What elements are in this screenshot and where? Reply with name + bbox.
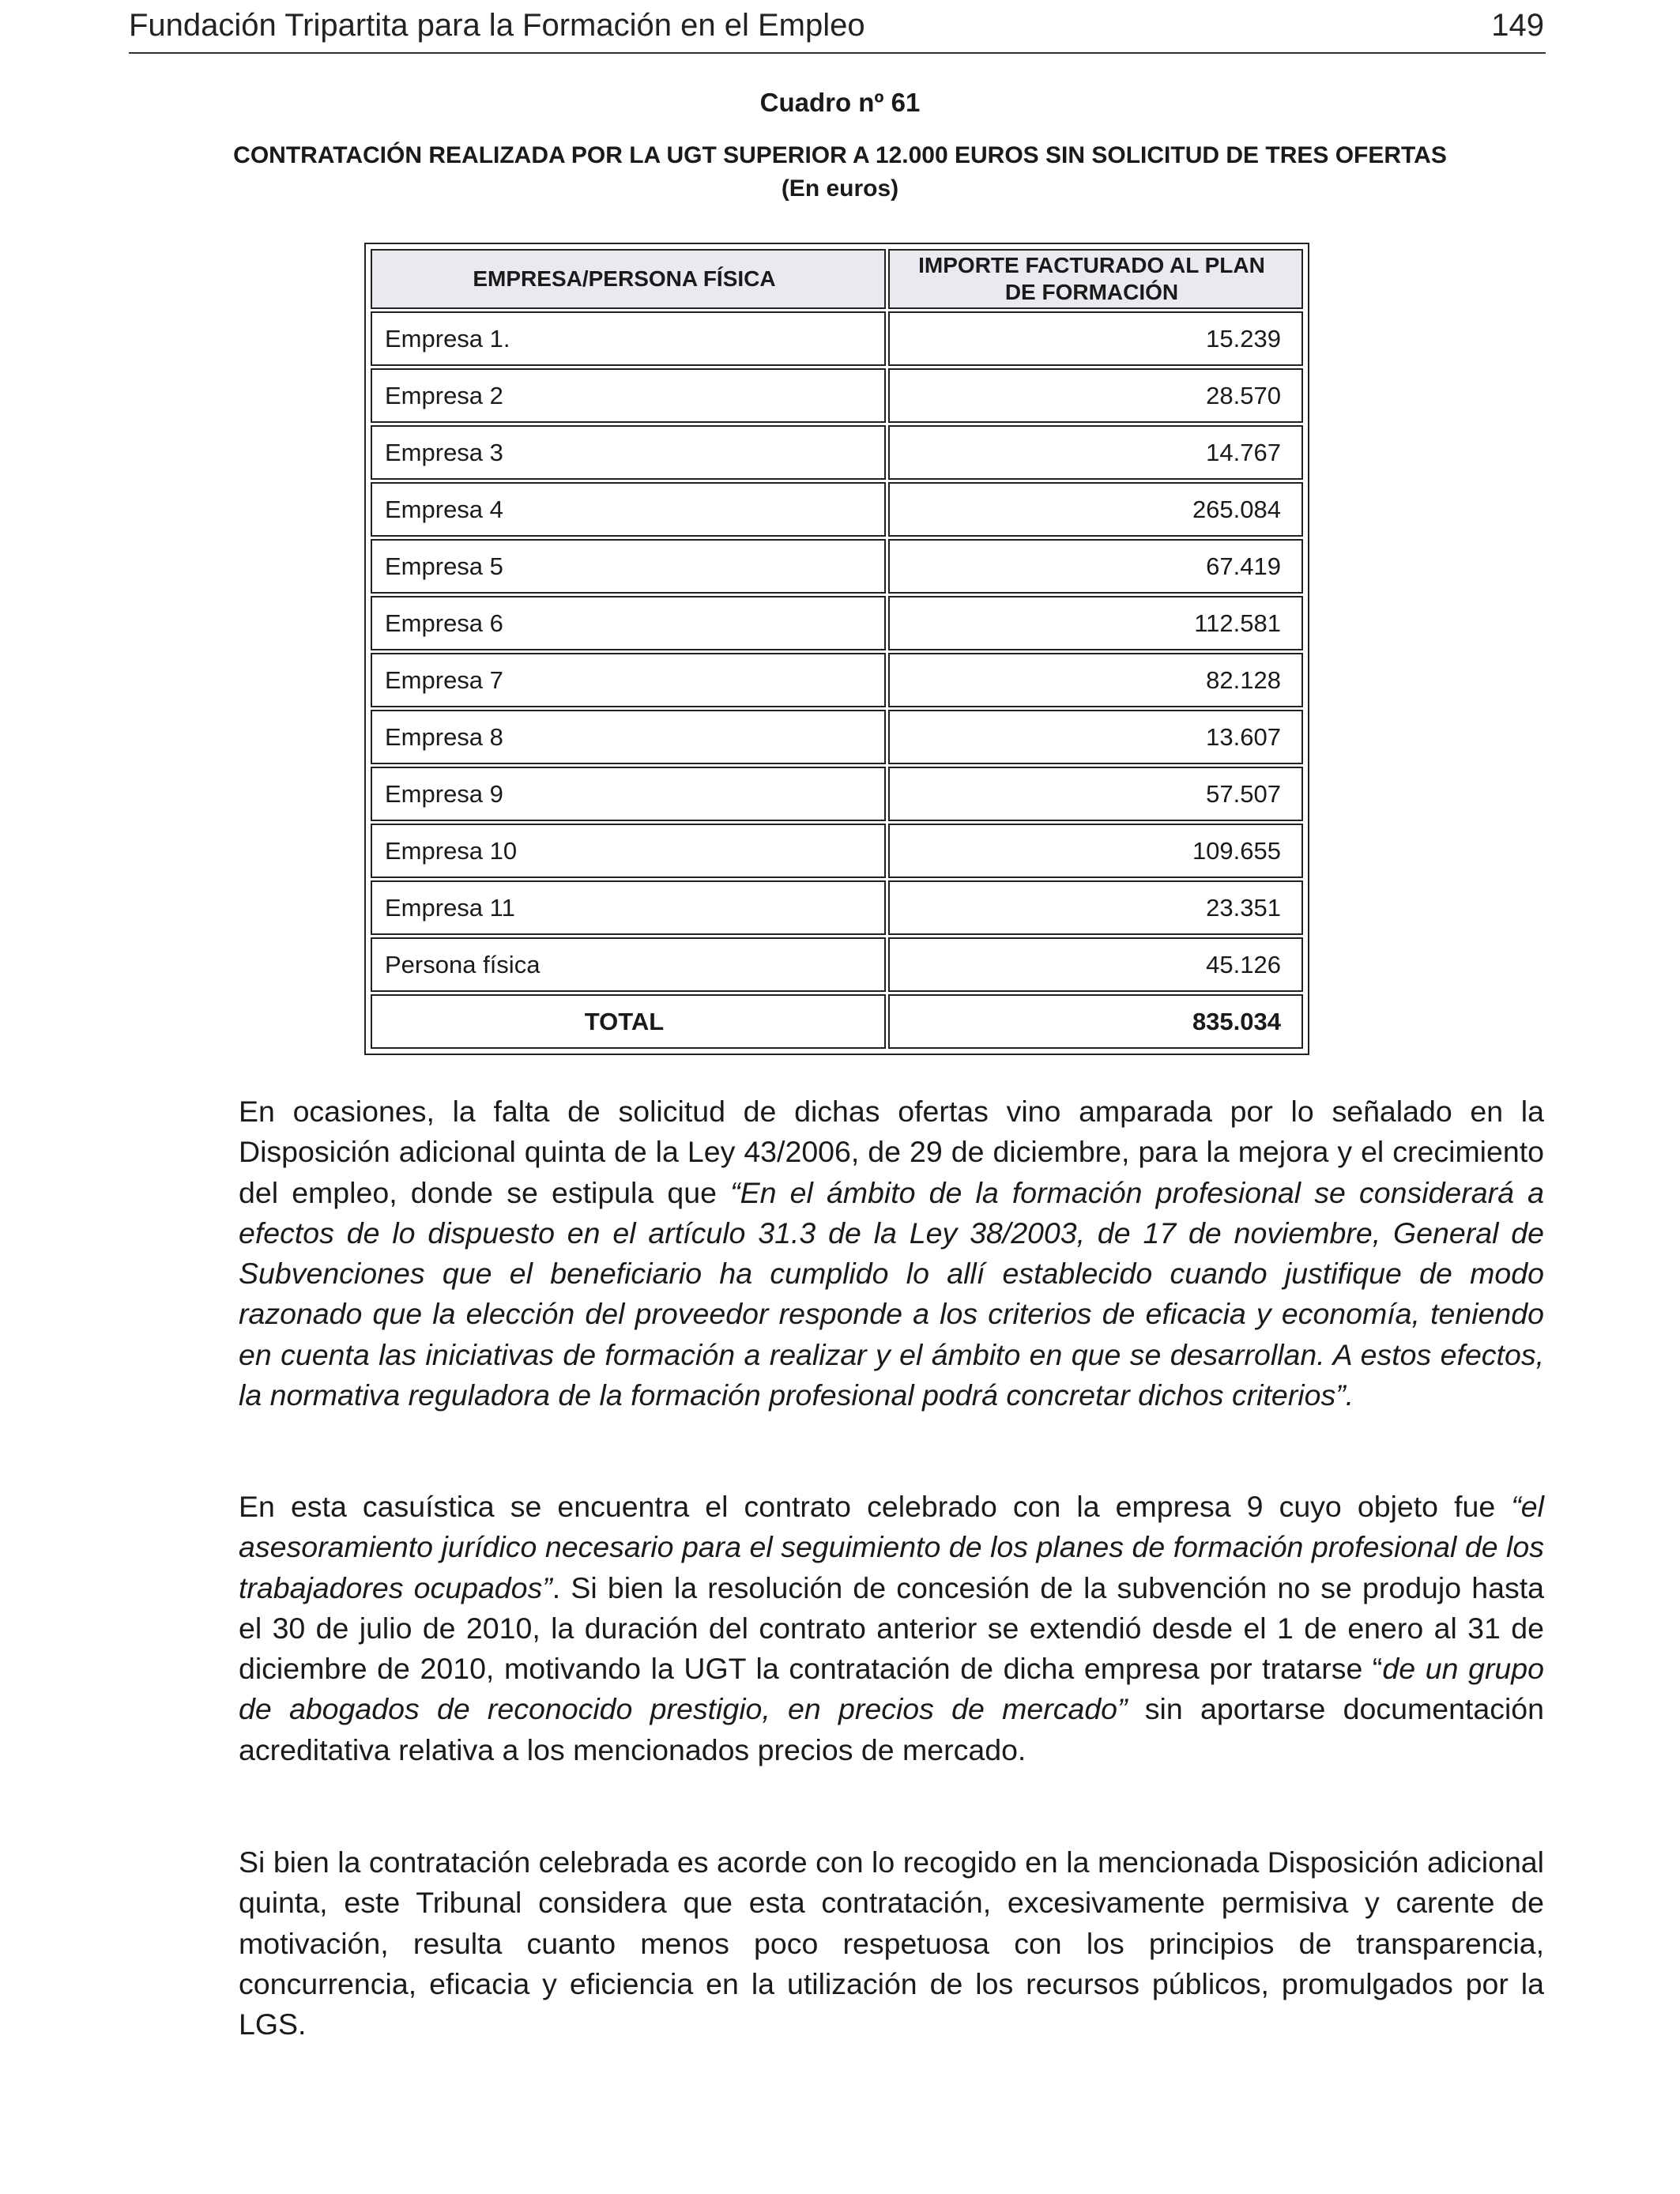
amount-value: 82.128 [888, 653, 1303, 707]
company-name: Empresa 8 [371, 710, 886, 764]
column-header-company: EMPRESA/PERSONA FÍSICA [371, 249, 886, 309]
table-row [371, 880, 1303, 935]
table-row [371, 368, 1303, 423]
company-name: Empresa 4 [371, 482, 886, 537]
table-row [371, 482, 1303, 537]
company-name: Empresa 3 [371, 425, 886, 480]
paragraph-2-quote-a: “el asesoramiento jurídico necesario para el seguimiento de los planes de formación profesional de los trabajadores ocupados” [239, 1490, 1544, 1604]
company-name: Persona física [371, 937, 886, 992]
table-header-row [371, 249, 1303, 309]
amount-value: 13.607 [888, 710, 1303, 764]
table-title: CONTRATACIÓN REALIZADA POR LA UGT SUPERIOR A 12.000 EUROS SIN SOLICITUD DE TRES OFERTAS [233, 142, 1447, 168]
amount-value: 28.570 [888, 368, 1303, 423]
paragraph-2-text-a: En esta casuística se encuentra el contrato celebrado con la empresa 9 cuyo objeto fue [239, 1490, 1512, 1523]
amount-value: 67.419 [888, 539, 1303, 594]
total-label: TOTAL [371, 994, 886, 1049]
company-name: Empresa 6 [371, 596, 886, 650]
table-row [371, 311, 1303, 366]
header-title: Fundación Tripartita para la Formación en el Empleo [129, 8, 865, 43]
company-name: Empresa 1. [371, 311, 886, 366]
company-name: Empresa 9 [371, 767, 886, 821]
table-subtitle: (En euros) [781, 175, 899, 202]
table-row [371, 425, 1303, 480]
table-number: Cuadro nº 61 [759, 88, 921, 117]
company-name: Empresa 5 [371, 539, 886, 594]
paragraph-2 [239, 1487, 1544, 1770]
page-header [129, 6, 1546, 54]
contracts-table [364, 243, 1309, 1055]
page-number: 149 [1491, 8, 1544, 43]
amount-value: 45.126 [888, 937, 1303, 992]
paragraph-2-quote-b: de un grupo de abogados de reconocido prestigio, en precios de mercado” [239, 1652, 1544, 1726]
paragraph-1-text: En ocasiones, la falta de solicitud de dichas ofertas vino amparada por lo señalado en la Disposición adicional quinta de la Ley 43/2006, de 29 de diciembre, para la mejora y el crecimiento del empleo, donde se estipula que [239, 1095, 1544, 1209]
paragraph-2-text-b: . Si bien la resolución de concesión de la subvención no se produjo hasta el 30 de julio de 2010, la duración del contrato anterior se extendió desde el 1 de enero al 31 de diciembre de 2010, motivando la UGT la contratación de dicha empresa por tratarse “ [239, 1570, 1544, 1686]
amount-value: 14.767 [888, 425, 1303, 480]
amount-value: 265.084 [888, 482, 1303, 537]
amount-value: 15.239 [888, 311, 1303, 366]
company-name: Empresa 2 [371, 368, 886, 423]
company-name: Empresa 7 [371, 653, 886, 707]
paragraph-3 [239, 1842, 1544, 2045]
paragraph-2-text-c: sin aportarse documentación acreditativa relativa a los mencionados precios de mercado. [239, 1692, 1544, 1766]
table-row [371, 767, 1303, 821]
table-row [371, 824, 1303, 878]
table-row [371, 710, 1303, 764]
table-row [371, 596, 1303, 650]
amount-value: 23.351 [888, 880, 1303, 935]
table-row [371, 539, 1303, 594]
table-row [371, 937, 1303, 992]
company-name: Empresa 11 [371, 880, 886, 935]
table-total-row [371, 994, 1303, 1049]
amount-value: 112.581 [888, 596, 1303, 650]
paragraph-1-quote: “En el ámbito de la formación profesional se considerará a efectos de lo dispuesto en el artículo 31.3 de la Ley 38/2003, de 17 de noviembre, General de Subvenciones que el beneficiario ha cumplido lo allí establecido cuando justifique de modo razonado que la elección del proveedor responde a los criterios de eficacia y economía, teniendo en cuenta las iniciativas de formación a realizar y el ámbito en que se desarrollan. A estos efectos, la normativa reguladora de la formación profesional podrá concretar dichos criterios”. [239, 1175, 1544, 1412]
amount-value: 57.507 [888, 767, 1303, 821]
paragraph-3-text: Si bien la contratación celebrada es acorde con lo recogido en la mencionada Disposición adicional quinta, este Tribunal considera que esta contratación, excesivamente permisiva y carente de motivación, resulta cuanto menos poco respetuosa con los principios de transparencia, concurrencia, eficacia y eficiencia en la utilización de los recursos públicos, promulgados por la LGS. [239, 1845, 1544, 2041]
table-row [371, 653, 1303, 707]
company-name: Empresa 10 [371, 824, 886, 878]
amount-value: 109.655 [888, 824, 1303, 878]
total-amount: 835.034 [888, 994, 1303, 1049]
paragraph-1 [239, 1091, 1544, 1416]
column-header-amount: IMPORTE FACTURADO AL PLAN DE FORMACIÓN [888, 249, 1303, 309]
